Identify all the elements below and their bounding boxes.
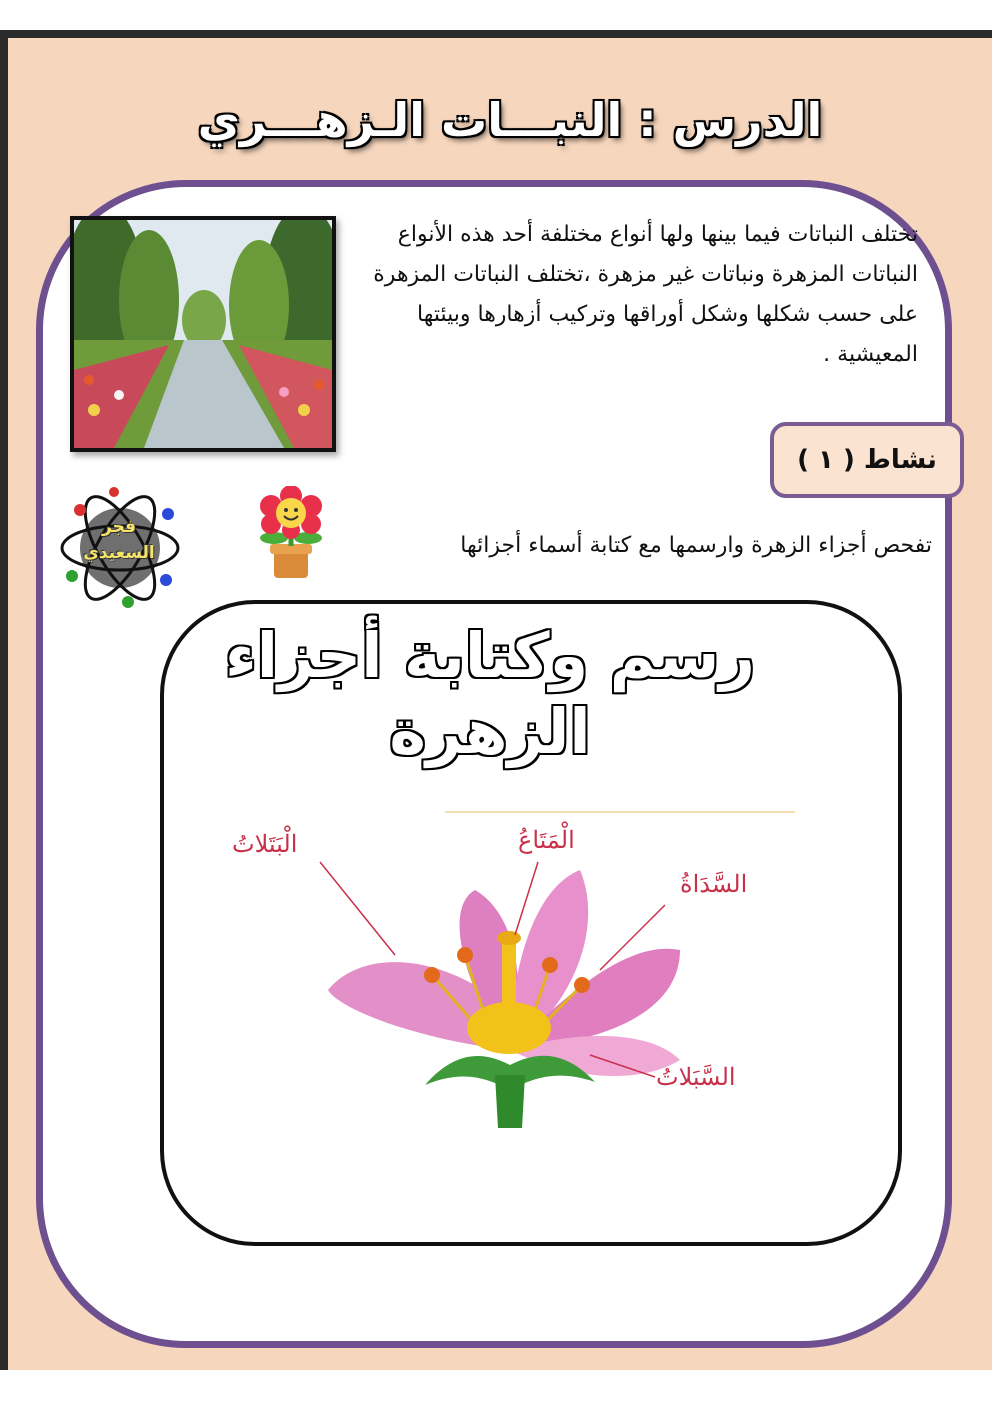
label-petals: الْبَتَلاتُ [232,830,298,858]
diagram-title-line1: رسم وكتابة أجزاء [225,619,755,692]
diagram-title-line2: الزهرة [389,695,591,768]
activity-instruction: تفحص أجزاء الزهرة وارسمها مع كتابة أسماء أجزائها [460,533,932,558]
label-stamen: الْمَتَاعُ [518,826,575,854]
cartoon-flower-icon [244,486,336,582]
label-pistil: السَّدَاةُ [680,870,748,898]
label-sepals: السَّبَلاتُ [656,1063,736,1091]
diagram-title [200,618,780,770]
lesson-title: الدرس : النبـــات الـزهـــري [197,93,823,147]
top-border [0,30,992,38]
left-border [0,30,8,1370]
garden-photo [70,216,336,452]
activity-label: نشاط ( ١ ) [770,422,964,498]
author-name: فجر السعيدي [83,517,155,563]
intro-paragraph: تختلف النباتات فيما بينها ولها أنواع مختلفة أحد هذه الأنواع النباتات المزهرة ونباتات غير مزهرة ،تختلف النباتات المزهرة على حسب شكلها وشكل أوراقها وتركيب أزهارها وبيئتها المعيشية . [373,222,918,367]
bottom-strip [0,1370,992,1403]
